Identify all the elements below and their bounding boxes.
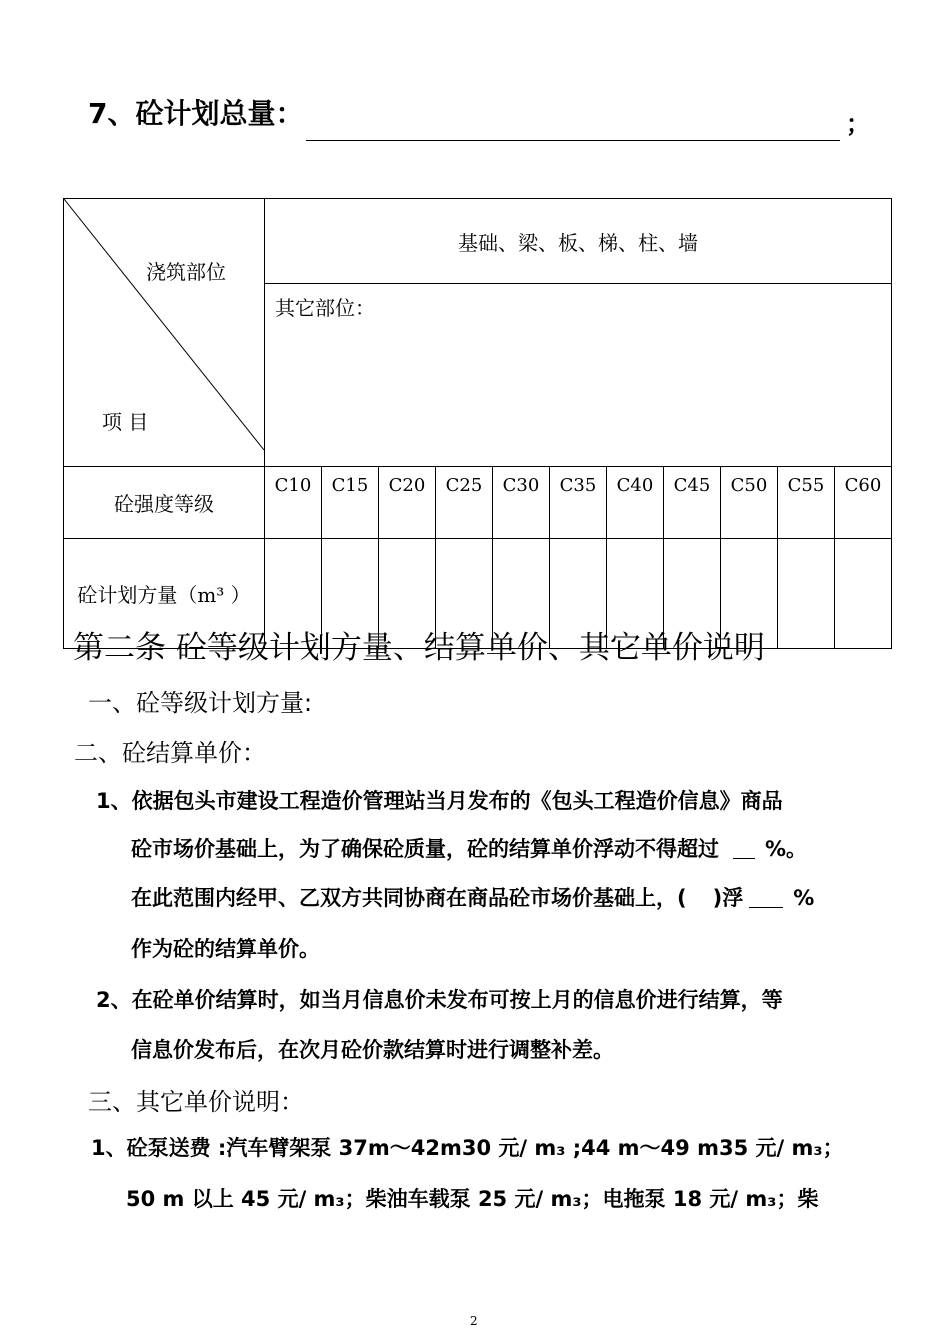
diagonal-header-cell: [64, 199, 265, 467]
paragraph-line: 1、砼泵送费 :汽车臂架泵 37m～42m30 元/ m₃ ;44 m～49 m35 元/ m₃；: [91, 1136, 844, 1160]
grade-cell: C25: [436, 467, 493, 539]
grade-cell: C35: [550, 467, 607, 539]
percent-sign: %: [793, 886, 815, 910]
grade-cell: C10: [265, 467, 322, 539]
structure-parts-cell: 基础、梁、板、梯、柱、墙: [265, 199, 892, 284]
pouring-location-label: 浇筑部位: [146, 260, 226, 284]
percent-sign: %。: [765, 837, 808, 861]
grade-cell: C50: [721, 467, 778, 539]
percent-blank[interactable]: [733, 833, 755, 859]
grade-cell: C45: [664, 467, 721, 539]
fill-in-blank-line: [306, 140, 840, 141]
heading-end-mark: ；: [846, 110, 870, 138]
section-heading-total-volume: 7、砼计划总量：: [88, 97, 304, 130]
paragraph-line: 50 m 以上 45 元/ m₃；柴油车载泵 25 元/ m₃；电拖泵 18 元/ m₃；柴: [126, 1187, 819, 1211]
paragraph-line: [131, 882, 814, 912]
volume-input-cell[interactable]: [835, 539, 892, 649]
strength-grade-label: 砼强度等级: [64, 467, 265, 539]
volume-input-cell[interactable]: [778, 539, 835, 649]
section-2-heading: 二、砼结算单价：: [74, 739, 266, 767]
other-parts-cell: 其它部位：: [265, 284, 892, 467]
article-2-heading: 第二条 砼等级计划方量、结算单价、其它单价说明: [73, 630, 765, 666]
paragraph-line: 1、依据包头市建设工程造价管理站当月发布的《包头工程造价信息》商品: [96, 789, 783, 813]
float-label: )浮: [712, 886, 744, 910]
page-number: 2: [470, 1314, 478, 1328]
paragraph-text: 砼市场价基础上，为了确保砼质量，砼的结算单价浮动不得超过: [131, 837, 719, 861]
paragraph-text: 在此范围内经甲、乙双方共同协商在商品砼市场价基础上，(: [131, 886, 687, 910]
grade-cell: C40: [607, 467, 664, 539]
section-3-heading: 三、其它单价说明：: [88, 1088, 304, 1116]
item-label: 项 目: [102, 410, 149, 434]
paragraph-line: [131, 833, 807, 863]
section-1-heading: 一、砼等级计划方量:: [88, 689, 313, 717]
grade-cell: C15: [322, 467, 379, 539]
grade-cell: C20: [379, 467, 436, 539]
planned-volume-label: 砼计划方量（m³ ）: [64, 539, 265, 649]
grade-cell: C60: [835, 467, 892, 539]
grade-cell: C30: [493, 467, 550, 539]
diagonal-line: [64, 199, 264, 450]
paragraph-line: 2、在砼单价结算时，如当月信息价未发布可按上月的信息价进行结算，等: [96, 988, 783, 1012]
grade-cell: C55: [778, 467, 835, 539]
concrete-plan-table: [63, 198, 892, 649]
paragraph-line: 作为砼的结算单价。: [131, 937, 320, 961]
percent-blank[interactable]: [749, 882, 783, 908]
paragraph-line: 信息价发布后，在次月砼价款结算时进行调整补差。: [131, 1038, 614, 1062]
